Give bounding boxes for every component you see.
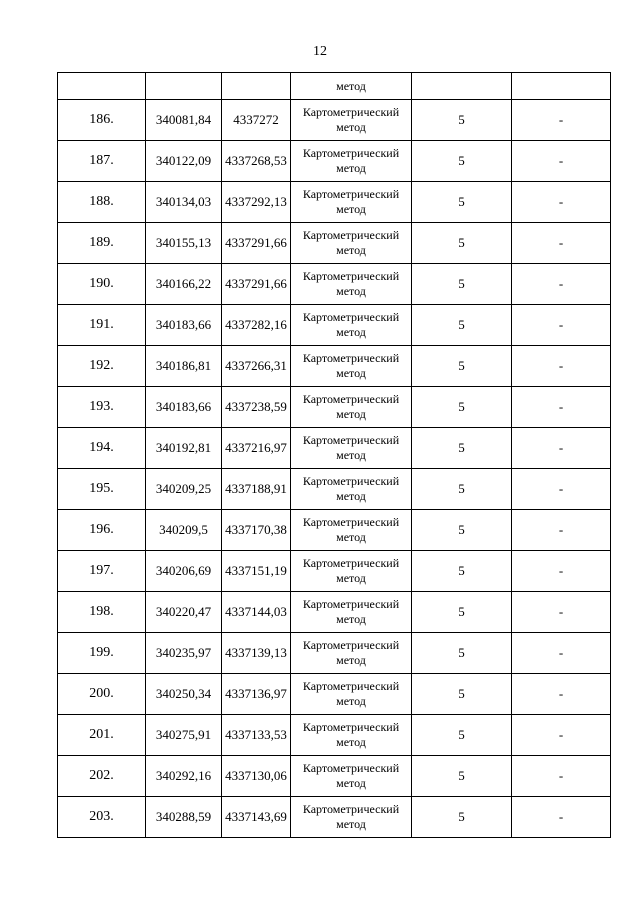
cell-accuracy: 5 bbox=[412, 387, 512, 428]
cell-y: 4337170,38 bbox=[222, 510, 291, 551]
cell-method bbox=[291, 756, 412, 797]
table-row bbox=[58, 305, 611, 346]
table-row bbox=[58, 797, 611, 838]
cell-y: 4337188,91 bbox=[222, 469, 291, 510]
cell-x: 340206,69 bbox=[146, 551, 222, 592]
cell-x: 340209,5 bbox=[146, 510, 222, 551]
method-line-1: Картометрический bbox=[302, 679, 400, 693]
table-row bbox=[58, 346, 611, 387]
cell-num: 191. bbox=[58, 305, 146, 346]
table-row bbox=[58, 674, 611, 715]
cell-x: 340081,84 bbox=[146, 100, 222, 141]
cell-description: - bbox=[512, 100, 611, 141]
cell-num: 188. bbox=[58, 182, 146, 223]
cell-method bbox=[291, 715, 412, 756]
cell-method bbox=[291, 346, 412, 387]
cell-accuracy: 5 bbox=[412, 592, 512, 633]
cell-x: 340183,66 bbox=[146, 305, 222, 346]
cell-num: 186. bbox=[58, 100, 146, 141]
cell-method bbox=[291, 223, 412, 264]
method-line-1: Картометрический bbox=[302, 269, 400, 283]
page-number: 12 bbox=[313, 44, 327, 59]
cell-y: 4337282,16 bbox=[222, 305, 291, 346]
method-line-1: Картометрический bbox=[302, 433, 400, 447]
table-row bbox=[58, 141, 611, 182]
cell-x: 340134,03 bbox=[146, 182, 222, 223]
cell-num: 202. bbox=[58, 756, 146, 797]
cell-y: 4337268,53 bbox=[222, 141, 291, 182]
cell-x bbox=[146, 73, 222, 100]
method-line-2: метод bbox=[336, 571, 366, 585]
cell-x: 340192,81 bbox=[146, 428, 222, 469]
cell-num: 187. bbox=[58, 141, 146, 182]
method-line-2: метод bbox=[336, 407, 366, 421]
cell-method bbox=[291, 633, 412, 674]
method-line-2: метод bbox=[336, 694, 366, 708]
cell-method bbox=[291, 264, 412, 305]
cell-method bbox=[291, 305, 412, 346]
cell-x: 340288,59 bbox=[146, 797, 222, 838]
table-row bbox=[58, 223, 611, 264]
method-line-2: метод bbox=[336, 325, 366, 339]
cell-num: 193. bbox=[58, 387, 146, 428]
cell-description: - bbox=[512, 264, 611, 305]
cell-description: - bbox=[512, 633, 611, 674]
method-line-2: метод bbox=[336, 366, 366, 380]
cell-x: 340122,09 bbox=[146, 141, 222, 182]
cell-accuracy: 5 bbox=[412, 141, 512, 182]
cell-y: 4337139,13 bbox=[222, 633, 291, 674]
cell-num: 197. bbox=[58, 551, 146, 592]
cell-description: - bbox=[512, 141, 611, 182]
table-row bbox=[58, 100, 611, 141]
cell-accuracy: 5 bbox=[412, 346, 512, 387]
method-line-1: Картометрический bbox=[302, 638, 400, 652]
cell-description: - bbox=[512, 756, 611, 797]
cell-x: 340235,97 bbox=[146, 633, 222, 674]
method-line-1: Картометрический bbox=[302, 802, 400, 816]
cell-num: 189. bbox=[58, 223, 146, 264]
cell-y: 4337133,53 bbox=[222, 715, 291, 756]
cell-description: - bbox=[512, 592, 611, 633]
cell-description: - bbox=[512, 428, 611, 469]
table-row bbox=[58, 469, 611, 510]
cell-method bbox=[291, 387, 412, 428]
cell-description: - bbox=[512, 674, 611, 715]
cell-y: 4337238,59 bbox=[222, 387, 291, 428]
cell-accuracy: 5 bbox=[412, 674, 512, 715]
cell-num: 201. bbox=[58, 715, 146, 756]
method-line-1: Картометрический bbox=[302, 351, 400, 365]
cell-method: метод bbox=[291, 73, 412, 100]
table-row bbox=[58, 264, 611, 305]
cell-x: 340155,13 bbox=[146, 223, 222, 264]
cell-description: - bbox=[512, 387, 611, 428]
cell-num bbox=[58, 73, 146, 100]
cell-x: 340183,66 bbox=[146, 387, 222, 428]
table-row bbox=[58, 756, 611, 797]
method-line-2: метод bbox=[336, 120, 366, 134]
coordinates-table bbox=[57, 72, 611, 838]
cell-num: 196. bbox=[58, 510, 146, 551]
cell-accuracy: 5 bbox=[412, 428, 512, 469]
method-line-1: Картометрический bbox=[302, 720, 400, 734]
cell-method bbox=[291, 182, 412, 223]
cell-accuracy: 5 bbox=[412, 223, 512, 264]
cell-method bbox=[291, 100, 412, 141]
cell-num: 203. bbox=[58, 797, 146, 838]
cell-accuracy: 5 bbox=[412, 182, 512, 223]
method-line-1: Картометрический bbox=[302, 556, 400, 570]
cell-method bbox=[291, 469, 412, 510]
cell-num: 194. bbox=[58, 428, 146, 469]
method-line-2: метод bbox=[336, 612, 366, 626]
cell-description: - bbox=[512, 346, 611, 387]
method-line-2: метод bbox=[336, 776, 366, 790]
cell-description bbox=[512, 73, 611, 100]
cell-description: - bbox=[512, 305, 611, 346]
method-line-2: метод bbox=[336, 653, 366, 667]
cell-y: 4337151,19 bbox=[222, 551, 291, 592]
cell-description: - bbox=[512, 797, 611, 838]
cell-x: 340250,34 bbox=[146, 674, 222, 715]
cell-y: 4337272 bbox=[222, 100, 291, 141]
table-row bbox=[58, 387, 611, 428]
table-row bbox=[58, 633, 611, 674]
cell-num: 200. bbox=[58, 674, 146, 715]
method-line-2: метод bbox=[336, 243, 366, 257]
cell-description: - bbox=[512, 182, 611, 223]
table-row bbox=[58, 592, 611, 633]
cell-y: 4337144,03 bbox=[222, 592, 291, 633]
method-line-1: Картометрический bbox=[302, 474, 400, 488]
method-line-1: Картометрический bbox=[302, 228, 400, 242]
cell-method bbox=[291, 510, 412, 551]
cell-accuracy: 5 bbox=[412, 715, 512, 756]
cell-y: 4337143,69 bbox=[222, 797, 291, 838]
cell-method bbox=[291, 797, 412, 838]
table-row bbox=[58, 551, 611, 592]
cell-y: 4337291,66 bbox=[222, 223, 291, 264]
cell-y: 4337266,31 bbox=[222, 346, 291, 387]
cell-num: 192. bbox=[58, 346, 146, 387]
cell-accuracy: 5 bbox=[412, 469, 512, 510]
cell-x: 340209,25 bbox=[146, 469, 222, 510]
cell-y: 4337291,66 bbox=[222, 264, 291, 305]
table-row bbox=[58, 428, 611, 469]
cell-description: - bbox=[512, 510, 611, 551]
cell-x: 340292,16 bbox=[146, 756, 222, 797]
method-line-2: метод bbox=[336, 202, 366, 216]
method-line-1: Картометрический bbox=[302, 761, 400, 775]
cell-y: 4337130,06 bbox=[222, 756, 291, 797]
method-line-2: метод bbox=[336, 161, 366, 175]
cell-accuracy: 5 bbox=[412, 305, 512, 346]
cell-y: 4337216,97 bbox=[222, 428, 291, 469]
cell-num: 195. bbox=[58, 469, 146, 510]
cell-y: 4337136,97 bbox=[222, 674, 291, 715]
method-line-2: метод bbox=[336, 448, 366, 462]
cell-description: - bbox=[512, 715, 611, 756]
cell-x: 340220,47 bbox=[146, 592, 222, 633]
cell-x: 340166,22 bbox=[146, 264, 222, 305]
cell-method bbox=[291, 592, 412, 633]
method-line-2: метод bbox=[336, 489, 366, 503]
cell-accuracy: 5 bbox=[412, 797, 512, 838]
cell-y bbox=[222, 73, 291, 100]
method-line-1: Картометрический bbox=[302, 515, 400, 529]
continuation-row bbox=[58, 73, 611, 100]
method-line-1: Картометрический bbox=[302, 187, 400, 201]
method-line-1: Картометрический bbox=[302, 310, 400, 324]
cell-method bbox=[291, 141, 412, 182]
cell-x: 340186,81 bbox=[146, 346, 222, 387]
cell-accuracy: 5 bbox=[412, 264, 512, 305]
table-row bbox=[58, 715, 611, 756]
cell-accuracy: 5 bbox=[412, 100, 512, 141]
cell-accuracy: 5 bbox=[412, 551, 512, 592]
table-row bbox=[58, 182, 611, 223]
cell-description: - bbox=[512, 469, 611, 510]
cell-description: - bbox=[512, 223, 611, 264]
cell-accuracy bbox=[412, 73, 512, 100]
cell-method bbox=[291, 674, 412, 715]
method-line-2: метод bbox=[336, 530, 366, 544]
cell-method bbox=[291, 428, 412, 469]
cell-y: 4337292,13 bbox=[222, 182, 291, 223]
table-row bbox=[58, 510, 611, 551]
method-line-1: Картометрический bbox=[302, 392, 400, 406]
cell-num: 198. bbox=[58, 592, 146, 633]
method-line-1: Картометрический bbox=[302, 597, 400, 611]
cell-x: 340275,91 bbox=[146, 715, 222, 756]
cell-accuracy: 5 bbox=[412, 510, 512, 551]
cell-num: 190. bbox=[58, 264, 146, 305]
method-line-1: Картометрический bbox=[302, 146, 400, 160]
method-line-2: метод bbox=[336, 735, 366, 749]
method-line-2: метод bbox=[336, 284, 366, 298]
cell-num: 199. bbox=[58, 633, 146, 674]
method-line-1: Картометрический bbox=[302, 105, 400, 119]
cell-accuracy: 5 bbox=[412, 756, 512, 797]
cell-method bbox=[291, 551, 412, 592]
cell-accuracy: 5 bbox=[412, 633, 512, 674]
method-line-2: метод bbox=[336, 817, 366, 831]
cell-description: - bbox=[512, 551, 611, 592]
